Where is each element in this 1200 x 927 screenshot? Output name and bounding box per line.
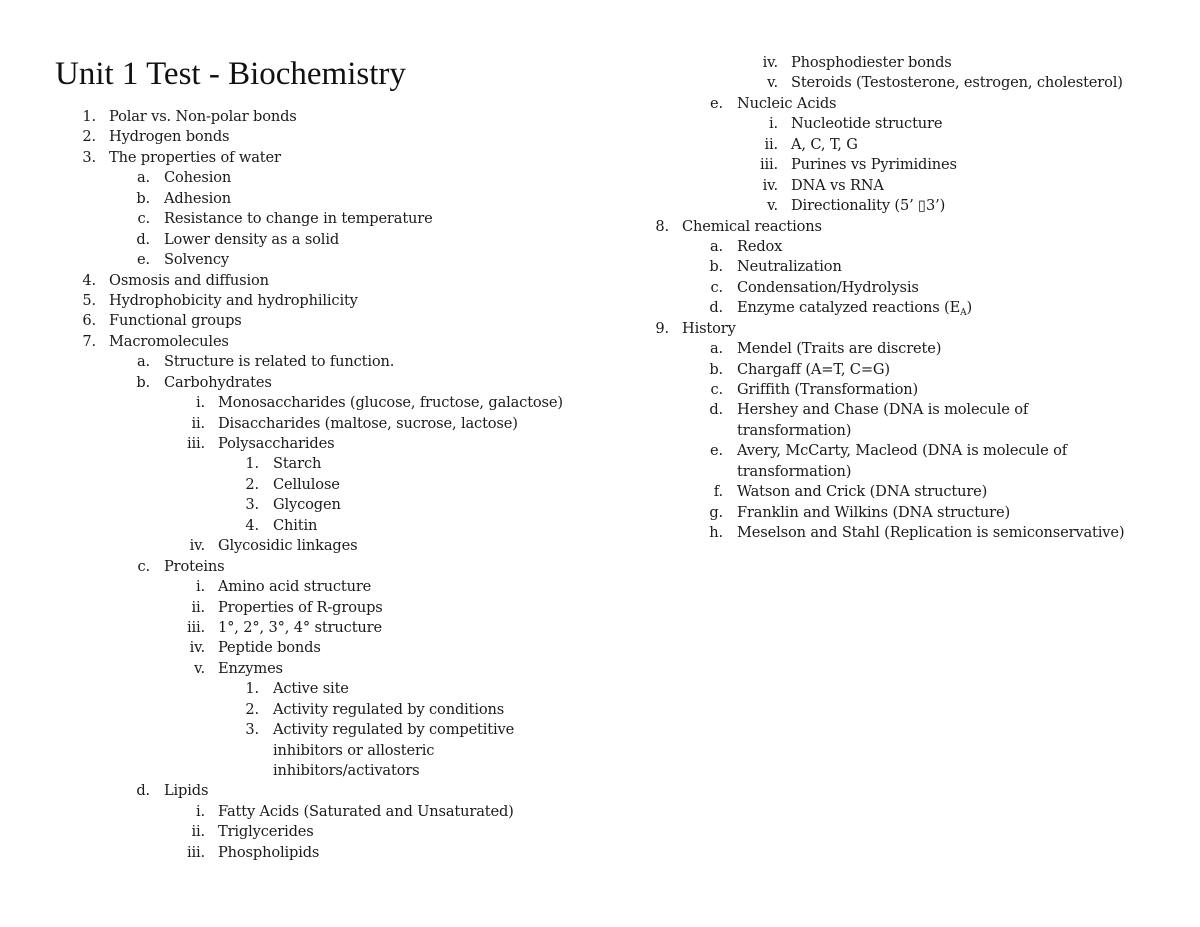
- outline-marker: 4.: [245, 516, 259, 534]
- outline-text: [682, 319, 736, 339]
- outline-marker: ii.: [764, 135, 778, 153]
- outline-marker: 3.: [82, 148, 96, 166]
- outline-item: [0, 400, 1200, 420]
- outline-text-main: History: [682, 319, 736, 337]
- outline-text: [273, 700, 504, 720]
- outline-item: [0, 380, 1200, 400]
- outline-text-main: Polar vs. Non-polar bonds: [109, 108, 297, 125]
- outline-item: [0, 523, 1200, 543]
- outline-text-main: Resistance to change in temperature: [164, 210, 433, 228]
- outline-text-main: Active site: [273, 680, 349, 698]
- outline-text: [737, 441, 1067, 461]
- outline-marker: 5.: [82, 291, 96, 309]
- outline-item: [0, 94, 1200, 114]
- outline-marker: iii.: [186, 843, 205, 861]
- outline-text: [737, 503, 1010, 523]
- outline-text-main: Enzymes: [218, 659, 283, 677]
- outline-text: [737, 523, 1124, 543]
- outline-marker: e.: [710, 94, 723, 112]
- outline-text-main: Structure is related to function.: [164, 353, 395, 371]
- outline-text: [273, 761, 420, 781]
- outline-marker: iv.: [189, 639, 205, 657]
- outline-text-main: Chargaff (A=T, C=G): [737, 360, 890, 378]
- outline-text: [218, 618, 382, 638]
- outline-item: [0, 196, 1200, 216]
- outline-text-main: Polysaccharides: [218, 435, 335, 452]
- outline-text: [791, 155, 957, 175]
- outline-marker: iv.: [762, 176, 778, 194]
- outline-text: [682, 217, 822, 237]
- outline-item: [0, 257, 1200, 277]
- outline-marker: 9.: [655, 319, 669, 337]
- outline-marker: b.: [136, 189, 150, 207]
- outline-marker: iii.: [759, 156, 778, 174]
- outline-marker: ii.: [191, 598, 205, 616]
- outline-text-main: Proteins: [164, 557, 225, 575]
- outline-text-main: Osmosis and diffusion: [109, 271, 269, 289]
- outline-item: [0, 155, 1200, 175]
- outline-marker: iv.: [189, 537, 205, 555]
- outline-marker: i.: [195, 394, 205, 412]
- outline-text: [218, 659, 283, 679]
- outline-marker: 3.: [245, 496, 259, 514]
- outline-item: [0, 319, 1200, 339]
- outline-marker: 2.: [82, 128, 96, 146]
- outline-text: [737, 360, 890, 380]
- outline-item: [0, 441, 1200, 461]
- outline-marker: c.: [710, 381, 723, 398]
- outline-text-main: Enzyme catalyzed reactions (E: [737, 299, 961, 317]
- outline-text-main: Fatty Acids (Saturated and Unsaturated): [218, 802, 514, 820]
- outline-text: [791, 53, 952, 73]
- outline-item: [0, 176, 1200, 196]
- outline-marker: 6.: [82, 312, 96, 330]
- outline-text-main: Monosaccharides (glucose, fructose, galactose): [218, 394, 563, 412]
- outline-text: [737, 462, 851, 482]
- outline-marker: 3.: [245, 721, 259, 739]
- outline-text: [737, 482, 987, 502]
- outline-text-suffix: ): [966, 299, 972, 317]
- outline-text-main: Glycogen: [273, 496, 341, 514]
- outline-marker: 4.: [82, 271, 96, 289]
- outline-text: [218, 822, 314, 842]
- outline-marker: b.: [709, 360, 723, 378]
- outline-subscript: A: [960, 308, 967, 319]
- outline-right-column: [0, 53, 1200, 544]
- outline-text-main: Griffith (Transformation): [737, 381, 919, 398]
- outline-text-main: Solvency: [164, 251, 229, 269]
- outline-text: [218, 843, 319, 863]
- outline-item: [0, 482, 1200, 502]
- outline-item: [0, 73, 1200, 93]
- outline-text: [737, 94, 836, 114]
- outline-text-main: Starch: [273, 455, 322, 473]
- outline-text: [218, 598, 383, 618]
- outline-text: [273, 679, 349, 699]
- outline-text: [737, 400, 1028, 420]
- outline-marker: c.: [137, 557, 150, 575]
- outline-item: [0, 679, 640, 699]
- outline-marker: v.: [194, 659, 205, 677]
- outline-text-main: Franklin and Wilkins (DNA structure): [737, 503, 1011, 521]
- outline-item: [0, 577, 640, 597]
- outline-item: [0, 360, 1200, 380]
- outline-marker: b.: [709, 258, 723, 276]
- outline-text: [791, 176, 884, 196]
- outline-text-main: Meselson and Stahl (Replication is semiconservative): [737, 524, 1125, 542]
- outline-marker: i.: [768, 115, 778, 133]
- outline-item: [0, 700, 640, 720]
- outline-text-main: Functional groups: [109, 312, 242, 330]
- outline-item: [0, 462, 1200, 482]
- outline-item: [0, 278, 1200, 298]
- outline-item: [0, 843, 640, 863]
- outline-text-main: Chemical reactions: [682, 217, 822, 235]
- outline-text-main: Phospholipids: [218, 843, 320, 861]
- outline-marker: 2.: [245, 700, 259, 718]
- outline-text: [791, 135, 858, 155]
- outline-marker: a.: [136, 353, 150, 371]
- outline-marker: v.: [767, 197, 778, 215]
- outline-marker: a.: [709, 237, 723, 255]
- outline-text-main: The properties of water: [109, 148, 281, 166]
- outline-item: [0, 217, 1200, 237]
- outline-text-main: Lower density as a solid: [164, 230, 340, 248]
- outline-text: [218, 577, 371, 597]
- outline-marker: i.: [195, 802, 205, 820]
- outline-text: [737, 421, 851, 441]
- outline-text: [737, 298, 972, 318]
- outline-text-main: Cohesion: [164, 169, 232, 187]
- outline-item: [0, 237, 1200, 257]
- outline-text: [273, 720, 514, 740]
- outline-item: [0, 557, 640, 577]
- outline-text-main: Peptide bonds: [218, 639, 321, 657]
- outline-text-main: Neutralization: [737, 258, 842, 276]
- outline-marker: 1.: [245, 680, 259, 698]
- outline-item: [0, 802, 640, 822]
- outline-text: [218, 802, 514, 822]
- outline-item: [0, 421, 1200, 441]
- outline-text-main: Activity regulated by competitive: [273, 721, 515, 739]
- outline-text-main: transformation): [737, 421, 852, 439]
- outline-text-main: A, C, T, G: [791, 135, 858, 153]
- outline-text-main: Disaccharides (maltose, sucrose, lactose): [218, 414, 518, 432]
- outline-marker: 1.: [245, 455, 259, 473]
- outline-marker: d.: [709, 299, 723, 317]
- outline-text-main: inhibitors or allosteric: [273, 741, 435, 759]
- outline-text-main: Cellulose: [273, 475, 340, 493]
- outline-item: [0, 339, 1200, 359]
- outline-marker: e.: [710, 442, 723, 460]
- outline-text-main: Glycosidic linkages: [218, 537, 358, 555]
- outline-text: [737, 380, 918, 400]
- outline-text: [791, 114, 942, 134]
- outline-text-main: Purines vs Pyrimidines: [791, 156, 957, 174]
- outline-marker: 8.: [655, 217, 669, 235]
- outline-item: [0, 741, 640, 761]
- outline-text-main: Nucleic Acids: [737, 94, 837, 112]
- outline-marker: iii.: [186, 435, 205, 452]
- outline-text: [218, 638, 321, 658]
- outline-item: [0, 761, 640, 781]
- outline-text-main: inhibitors/activators: [273, 762, 420, 779]
- outline-marker: iii.: [186, 618, 205, 636]
- outline-text: [164, 557, 224, 577]
- outline-text: [737, 237, 782, 257]
- outline-marker: d.: [136, 230, 150, 248]
- outline-marker: b.: [136, 373, 150, 391]
- outline-item: [0, 720, 640, 740]
- outline-text-main: Mendel (Traits are discrete): [737, 340, 942, 358]
- outline-text-main: Macromolecules: [109, 332, 229, 350]
- outline-text-main: Avery, McCarty, Macleod (DNA is molecule of: [737, 442, 1068, 460]
- outline-text-main: Amino acid structure: [218, 578, 372, 596]
- outline-text-main: Adhesion: [164, 189, 232, 207]
- outline-text-main: Chitin: [273, 516, 318, 534]
- outline-text-main: Phosphodiester bonds: [791, 54, 952, 71]
- outline-marker: d.: [709, 401, 723, 419]
- outline-text-main: Condensation/Hydrolysis: [737, 278, 919, 296]
- outline-text-main: Redox: [737, 237, 783, 255]
- page-title: Unit 1 Test - Biochemistry: [55, 56, 406, 92]
- outline-text: [737, 278, 919, 298]
- outline-marker: ii.: [191, 823, 205, 841]
- outline-text: [737, 339, 941, 359]
- outline-text: [273, 741, 434, 761]
- outline-item: [0, 503, 1200, 523]
- outline-marker: v.: [767, 74, 778, 92]
- outline-item: [0, 618, 640, 638]
- outline-text-main: Hershey and Chase (DNA is molecule of: [737, 401, 1029, 419]
- outline-item: [0, 298, 1200, 318]
- outline-item: [0, 822, 640, 842]
- outline-marker: a.: [136, 169, 150, 187]
- outline-text: [737, 257, 842, 277]
- outline-text-main: DNA vs RNA: [791, 176, 884, 194]
- outline-marker: e.: [137, 251, 150, 269]
- outline-marker: a.: [709, 340, 723, 358]
- outline-text-main: Lipids: [164, 782, 209, 800]
- outline-marker: c.: [137, 210, 150, 228]
- outline-marker: ii.: [191, 414, 205, 432]
- outline-text-main: Directionality (5’ ▯3’): [791, 197, 946, 215]
- outline-marker: 2.: [245, 475, 259, 493]
- outline-text-main: Steroids (Testosterone, estrogen, cholesterol): [791, 74, 1123, 92]
- outline-marker: f.: [713, 483, 723, 501]
- outline-item: [0, 53, 1200, 73]
- outline-item: [0, 598, 640, 618]
- outline-item: [0, 114, 1200, 134]
- outline-text-main: Properties of R-groups: [218, 598, 383, 616]
- outline-marker: d.: [136, 782, 150, 800]
- outline-text-main: Triglycerides: [218, 823, 314, 841]
- outline-marker: 7.: [82, 332, 96, 350]
- outline-item: [0, 781, 640, 801]
- outline-text-main: Hydrophobicity and hydrophilicity: [109, 291, 358, 309]
- outline-text-main: Hydrogen bonds: [109, 128, 230, 146]
- outline-text-main: 1°, 2°, 3°, 4° structure: [218, 618, 382, 636]
- outline-text-main: Watson and Crick (DNA structure): [737, 483, 988, 501]
- outline-item: [0, 659, 640, 679]
- outline-text: [791, 196, 945, 216]
- outline-text-main: Carbohydrates: [164, 373, 272, 391]
- outline-marker: c.: [710, 278, 723, 296]
- outline-item: [0, 638, 640, 658]
- outline-marker: g.: [709, 503, 723, 521]
- outline-text-main: Nucleotide structure: [791, 115, 943, 133]
- outline-text-main: Activity regulated by conditions: [273, 700, 505, 718]
- outline-item: [0, 135, 1200, 155]
- outline-marker: iv.: [762, 54, 778, 71]
- outline-text: [791, 73, 1123, 93]
- outline-marker: 1.: [82, 108, 96, 125]
- outline-text: [164, 781, 208, 801]
- outline-text-main: transformation): [737, 462, 852, 480]
- outline-marker: i.: [195, 578, 205, 596]
- outline-marker: h.: [709, 524, 723, 542]
